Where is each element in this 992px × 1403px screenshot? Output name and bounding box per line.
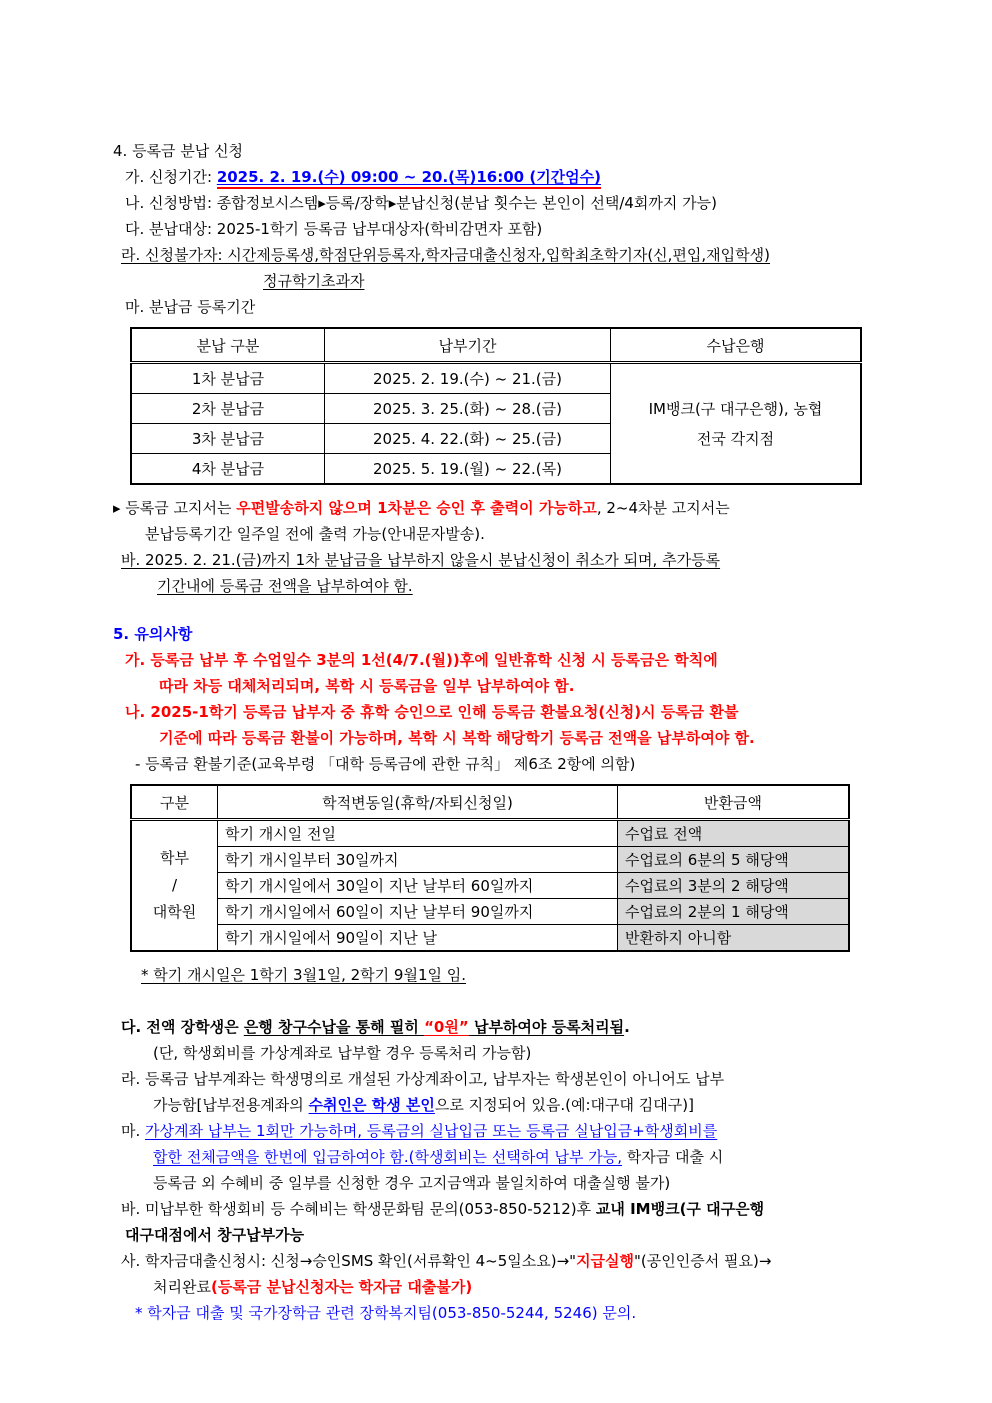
table-header-cell: 구분 bbox=[131, 785, 218, 820]
ineligible-cont-text: 정규학기초과자 bbox=[263, 272, 365, 290]
table-cell: 2025. 3. 25.(화) ~ 28.(금) bbox=[325, 394, 611, 424]
s5-item-refund-rule bbox=[125, 699, 903, 725]
bill-note-cont-text: 분납등록기간 일주일 전에 출력 가능(안내문자발송). bbox=[145, 525, 485, 543]
installment-period-text: 마. 분납금 등록기간 bbox=[125, 298, 256, 316]
account-cont-pre: 가능함[납부전용계좌의 bbox=[153, 1096, 309, 1114]
table-header-row bbox=[131, 785, 849, 820]
cancel-rule-cont-text: 기간내에 등록금 전액을 납부하여야 함. bbox=[157, 577, 413, 595]
s5-item-leave-rule bbox=[125, 647, 903, 673]
unpaid-fee-cont-bold: 대구대점에서 창구납부가능 bbox=[125, 1226, 305, 1244]
table-cell: 3차 분납금 bbox=[131, 424, 325, 454]
bank-cell bbox=[611, 363, 862, 485]
virtual-account-tail: 학자금 대출 시 bbox=[621, 1148, 724, 1166]
s5-item-unpaid-fee bbox=[121, 1196, 903, 1222]
table-cell: 2025. 5. 19.(월) ~ 22.(목) bbox=[325, 454, 611, 485]
s5-item-virtual-account bbox=[121, 1118, 903, 1144]
scholarship-tail: . bbox=[624, 1018, 630, 1036]
table-row bbox=[131, 925, 849, 952]
s4-item-target bbox=[125, 216, 903, 242]
table-cell: 수업료의 2분의 1 해당액 bbox=[618, 899, 850, 925]
s5-loan-contact-note bbox=[135, 1300, 903, 1326]
refund-rule-cont-text: 기준에 따라 등록금 환불이 가능하며, 복학 시 복학 해당학기 등록금 전액을 납부하여야 함. bbox=[159, 729, 755, 747]
table-cell: 학기 개시일에서 30일이 지난 날부터 60일까지 bbox=[218, 873, 618, 899]
triangle-bullet-icon: ▸ bbox=[113, 499, 121, 517]
item-label: 가. 신청기간: bbox=[125, 168, 217, 186]
group-cell bbox=[131, 820, 218, 952]
scholarship-u2: 납부하여야 등록처리됨 bbox=[468, 1018, 625, 1036]
s4-item-application-period bbox=[125, 164, 903, 190]
section4-title bbox=[113, 138, 903, 164]
table-cell: 학기 개시일 전일 bbox=[218, 820, 618, 847]
table-cell: 2차 분납금 bbox=[131, 394, 325, 424]
table-cell: 학기 개시일에서 60일이 지난 날부터 90일까지 bbox=[218, 899, 618, 925]
table-cell: 수업료의 6분의 5 해당액 bbox=[618, 847, 850, 873]
s4-item-ineligible-cont bbox=[263, 268, 903, 294]
scholarship-cont-text: (단, 학생회비를 가상계좌로 납부할 경우 등록처리 가능함) bbox=[153, 1044, 532, 1062]
table-row bbox=[131, 820, 849, 847]
table-header-cell: 납부기간 bbox=[325, 328, 611, 363]
scholarship-u1: 은행 창구수납을 통해 필히 bbox=[243, 1018, 425, 1036]
section4-title-text: 4. 등록금 분납 신청 bbox=[113, 142, 244, 160]
loan-process-post: "(공인인증서 필요)→ bbox=[634, 1252, 772, 1270]
s5-item-unpaid-fee-cont bbox=[125, 1222, 903, 1248]
table-cell: 1차 분납금 bbox=[131, 363, 325, 394]
table-cell: 반환하지 아니함 bbox=[618, 925, 850, 952]
loan-restriction-highlight: (등록금 분납신청자는 학자금 대출불가) bbox=[210, 1278, 473, 1296]
leave-rule-cont-text: 따라 차등 대체처리되며, 복학 시 등록금을 일부 납부하여야 함. bbox=[159, 677, 575, 695]
s5-item-account bbox=[121, 1066, 903, 1092]
document-content bbox=[113, 138, 903, 1326]
virtual-account-label: 마. bbox=[121, 1122, 146, 1140]
s5-item-loan-process bbox=[121, 1248, 903, 1274]
s4-item-cancel-rule-cont bbox=[157, 573, 903, 599]
s5-refund-standard-note bbox=[135, 751, 903, 777]
s5-item-account-cont bbox=[153, 1092, 903, 1118]
target-text: 다. 분납대상: 2025-1학기 등록금 납부대상자(학비감면자 포함) bbox=[125, 220, 543, 238]
table-cell: 2025. 4. 22.(화) ~ 25.(금) bbox=[325, 424, 611, 454]
table-header-cell: 반환금액 bbox=[618, 785, 850, 820]
s4-item-cancel-rule bbox=[121, 547, 903, 573]
s5-item-loan-process-cont bbox=[153, 1274, 903, 1300]
scholarship-pre: 다. 전액 장학생은 bbox=[121, 1018, 244, 1036]
table-cell: 학기 개시일에서 90일이 지난 날 bbox=[218, 925, 618, 952]
application-period-date: 2025. 2. 19.(수) 09:00 ~ 20.(목)16:00 (기간엄수) bbox=[217, 168, 601, 189]
semester-start-text: * 학기 개시일은 1학기 3월1일, 2학기 9월1일 임. bbox=[141, 966, 467, 984]
s4-item-ineligible bbox=[121, 242, 903, 268]
payee-highlight: 수취인은 학생 본인 bbox=[308, 1096, 435, 1114]
virtual-account-blue1: 가상계좌 납부는 1회만 가능하며, 등록금의 실납입금 또는 등록금 실납입금+학생회비를 bbox=[145, 1122, 718, 1140]
loan-complete-text: 처리완료 bbox=[153, 1278, 211, 1296]
section5-title bbox=[113, 621, 903, 647]
virtual-account-blue2: 합한 전체금액을 한번에 입금하여야 함.(학생회비는 선택하여 납부 가능, bbox=[153, 1148, 622, 1166]
s5-item-scholarship bbox=[121, 1014, 903, 1040]
virtual-account-line3: 등록금 외 수혜비 중 일부를 신청한 경우 고지금액과 불일치하여 대출실행 불가) bbox=[153, 1174, 671, 1192]
installment-table bbox=[130, 327, 862, 485]
table-header-row bbox=[131, 328, 861, 363]
table-cell: 2025. 2. 19.(수) ~ 21.(금) bbox=[325, 363, 611, 394]
bill-note-pre: 등록금 고지서는 bbox=[120, 499, 237, 517]
unpaid-fee-bank-bold: 교내 IM뱅크(구 대구은행 bbox=[595, 1200, 765, 1218]
table-row bbox=[131, 847, 849, 873]
table-cell: 학기 개시일부터 30일까지 bbox=[218, 847, 618, 873]
s4-item-installment-period bbox=[125, 294, 903, 320]
loan-process-pre: 사. 학자금대출신청시: 신청→승인SMS 확인(서류확인 4~5일소요)→" bbox=[121, 1252, 577, 1270]
refund-table bbox=[130, 784, 850, 952]
bill-note-post: , 2~4차분 고지서는 bbox=[596, 499, 730, 517]
unpaid-fee-pre: 바. 미납부한 학생회비 등 수혜비는 학생문화팀 문의(053-850-5212)후 bbox=[121, 1200, 596, 1218]
loan-execution-highlight: 지급실행 bbox=[576, 1252, 635, 1270]
s4-bill-note-cont bbox=[145, 521, 903, 547]
leave-rule-text: 가. 등록금 납부 후 수업일수 3분의 1선(4/7.(월))후에 일반휴학 신청 시 등록금은 학칙에 bbox=[125, 651, 718, 669]
group-slash: / bbox=[171, 876, 178, 894]
ineligible-text: 라. 신청불가자: 시간제등록생,학점단위등록자,학자금대출신청자,입학최초학기자(신,편입,재입학생) bbox=[121, 246, 770, 264]
table-cell: 수업료 전액 bbox=[618, 820, 850, 847]
table-row bbox=[131, 363, 861, 394]
s5-item-virtual-account-cont1 bbox=[153, 1144, 903, 1170]
s5-item-leave-rule-cont bbox=[159, 673, 903, 699]
s4-bill-note bbox=[113, 495, 903, 521]
bill-note-warning: 우편발송하지 않으며 1차분은 승인 후 출력이 가능하고 bbox=[236, 499, 597, 517]
cancel-rule-text: 바. 2025. 2. 21.(금)까지 1차 분납금을 납부하지 않을시 분납신청이 취소가 되며, 추가등록 bbox=[121, 551, 721, 569]
zero-won-highlight: “0원” bbox=[424, 1018, 469, 1036]
loan-contact-text: * 학자금 대출 및 국가장학금 관련 장학복지팀(053-850-5244, 5246) 문의. bbox=[135, 1304, 637, 1322]
application-method-text: 나. 신청방법: 종합정보시스템▸등록/장학▸분납신청(분납 횟수는 본인이 선택/4회까지 가능) bbox=[125, 194, 717, 212]
bank-branch: 전국 각지점 bbox=[696, 429, 775, 448]
s4-item-application-method bbox=[125, 190, 903, 216]
account-cont-post: 으로 지정되어 있음.(예:대구대 김대구)] bbox=[434, 1096, 694, 1114]
refund-standard-text: - 등록금 환불기준(교육부령 「대학 등록금에 관한 규칙」 제6조 2항에 의함) bbox=[135, 755, 636, 773]
table-cell: 수업료의 3분의 2 해당액 bbox=[618, 873, 850, 899]
table-cell: 4차 분납금 bbox=[131, 454, 325, 485]
s5-item-refund-rule-cont bbox=[159, 725, 903, 751]
table-header-cell: 분납 구분 bbox=[131, 328, 325, 363]
table-row bbox=[131, 899, 849, 925]
s5-item-virtual-account-cont2 bbox=[153, 1170, 903, 1196]
group-grad: 대학원 bbox=[152, 903, 197, 921]
section5-title-text: 5. 유의사항 bbox=[113, 625, 193, 643]
table-row bbox=[131, 873, 849, 899]
refund-rule-text: 나. 2025-1학기 등록금 납부자 중 휴학 승인으로 인해 등록금 환불요청(신청)시 등록금 환불 bbox=[125, 703, 739, 721]
table-header-cell: 학적변동일(휴학/자퇴신청일) bbox=[218, 785, 618, 820]
group-undergrad: 학부 bbox=[160, 849, 189, 867]
account-text: 라. 등록금 납부계좌는 학생명의로 개설된 가상계좌이고, 납부자는 학생본인이 아니어도 납부 bbox=[121, 1070, 725, 1088]
s5-item-scholarship-cont bbox=[153, 1040, 903, 1066]
s5-semester-start-note bbox=[141, 962, 903, 988]
bank-name: IM뱅크(구 대구은행), 농협 bbox=[648, 399, 823, 418]
table-header-cell: 수납은행 bbox=[611, 328, 862, 363]
